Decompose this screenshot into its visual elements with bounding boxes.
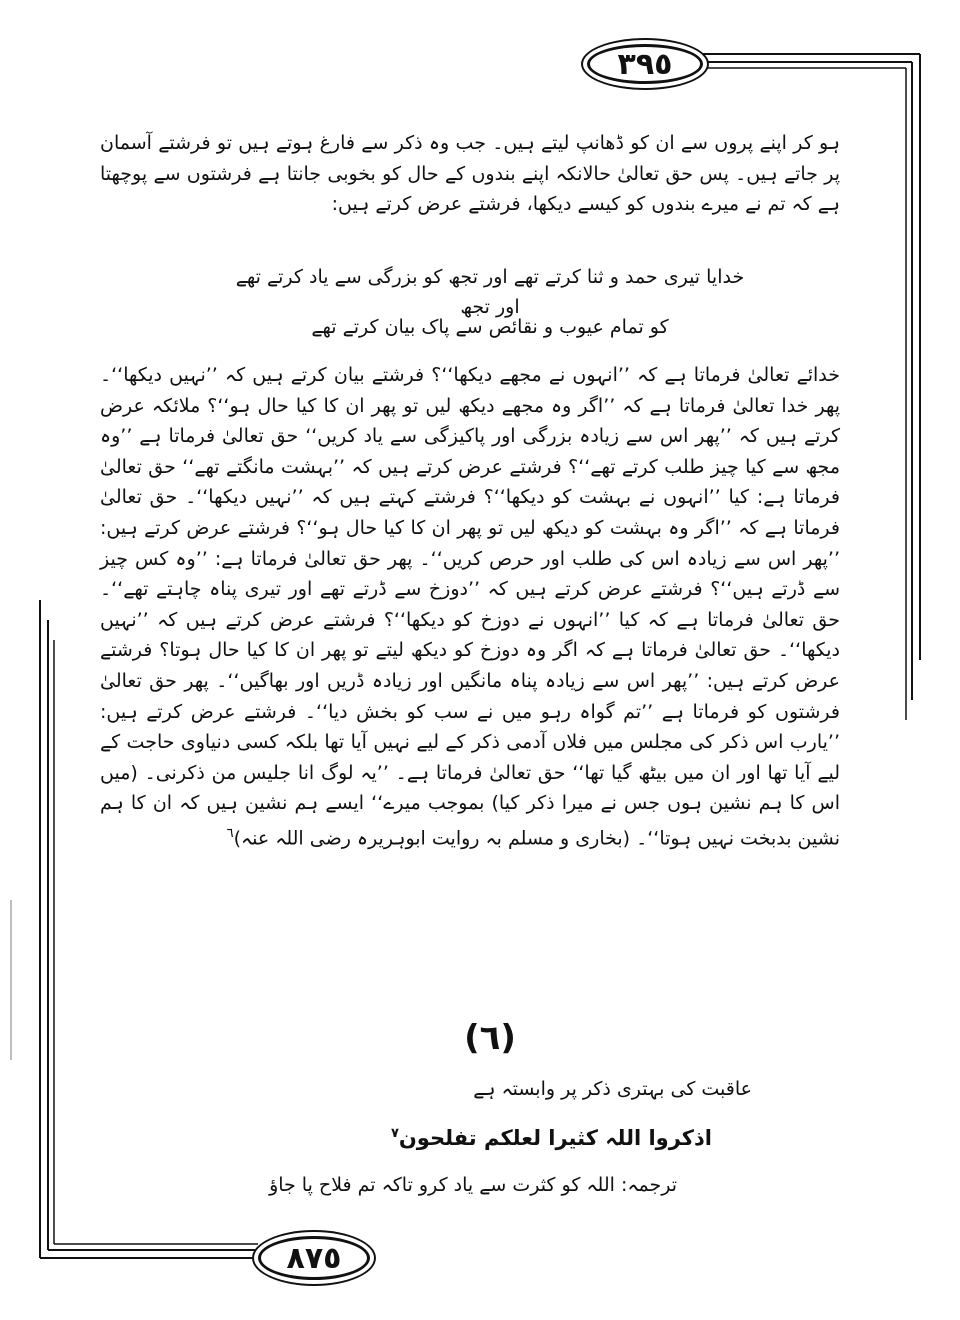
paragraph-2 [100, 360, 840, 854]
section-number: (٦) [464, 1018, 516, 1058]
paragraph-1: ہو کر اپنے پروں سے ان کو ڈھانپ لیتے ہیں۔ جب وہ ذکر سے فارغ ہوتے ہیں تو فرشتے آسمان پر جاتے ہیں۔ پس حق تعالیٰ حالانکہ اپنے بندوں کے حال کو بخوبی جانتا ہے فرشتوں سے پوچھتا ہے کہ تم نے میرے بندوں کو کیسے دیکھا، فرشتے عرض کرتے ہیں: [100, 132, 840, 215]
scan-edge-mark [10, 900, 12, 1060]
verse-translation: ترجمہ: اللہ کو کثرت سے یاد کرو تاکہ تم فلاح پا جاؤ [269, 1174, 677, 1196]
verse-line-1: خدایا تیری حمد و ثنا کرتے تھے اور تجھ کو بزرگی سے یاد کرتے تھے اور تجھ [235, 266, 745, 318]
footnote-ref-7: ٧ [390, 1126, 399, 1141]
header-page-number: ٣٩٥ [587, 44, 703, 84]
arabic-verse [340, 1126, 712, 1150]
footnote-ref-6: ٦ [226, 825, 234, 841]
section-subtitle: عاقبت کی بہتری ذکر پر وابستہ ہے [473, 1078, 752, 1100]
verse-line-2: کو تمام عیوب و نقائص سے پاک بیان کرتے تھے [311, 316, 669, 338]
arabic-verse-text: اذکروا اللہ کثیرا لعلکم تفلحون [398, 1126, 712, 1150]
footer-page-number: ٨٧٥ [258, 1236, 370, 1280]
paragraph-2-text: خدائے تعالیٰ فرماتا ہے کہ ’’انہوں نے مجھے دیکھا‘‘؟ فرشتے بیان کرتے ہیں کہ ’’نہیں دیکھا‘‘۔ پھر خدا تعالیٰ فرماتا ہے کہ ’’اگر وہ مجھے دیکھ لیں تو پھر ان کا کیا حال ہو‘‘؟ ملائکہ عرض کرتے ہیں کہ ’’پھر اس سے زیادہ بزرگی اور پاکیزگی سے یاد کریں‘‘ حق تعالیٰ فرماتا ہے ’’وہ مجھ سے کیا چیز طلب کرتے تھے‘‘؟ فرشتے عرض کرتے ہیں کہ ’’بہشت مانگتے تھے‘‘ حق تعالیٰ فرماتا ہے: کیا ’’انہوں نے بہشت کو دیکھا‘‘؟ فرشتے کہتے ہیں کہ ’’نہیں دیکھا‘‘۔ حق تعالیٰ فرماتا ہے کہ ’’اگر وہ بہشت کو دیکھ لیں تو پھر ان کا کیا حال ہو‘‘؟ فرشتے عرض کرتے ہیں: ’’پھر اس سے زیادہ اس کی طلب اور حرص کریں‘‘۔ پھر حق تعالیٰ فرماتا ہے: ’’وہ کس چیز سے ڈرتے ہیں‘‘؟ فرشتے عرض کرتے ہیں کہ ’’دوزخ سے ڈرتے تھے اور تیری پناہ چاہتے تھے‘‘۔ حق تعالیٰ فرماتا ہے کہ کیا ’’انہوں نے دوزخ کو دیکھا‘‘؟ فرشتے عرض کرتے ہیں کہ ’’نہیں دیکھا‘‘۔ حق تعالیٰ فرماتا ہے کہ اگر وہ دوزخ کو دیکھ لیتے تو پھر ان کا کیا حال ہوتا؟ فرشتے عرض کرتے ہیں: ’’پھر اس سے زیادہ پناہ مانگیں اور زیادہ ڈریں اور بھاگیں‘‘۔ پھر حق تعالیٰ فرشتوں کو فرماتا ہے ’’تم گواہ رہو میں نے سب کو بخش دیا‘‘۔ فرشتے عرض کرتے ہیں: ’’یارب اس ذکر کی مجلس میں فلاں آدمی ذکر کے لیے نہیں آیا تھا بلکہ کسی دنیاوی حاجت کے لیے آیا تھا اور ان میں بیٹھ گیا تھا‘‘ حق تعالیٰ فرماتا ہے۔ ’’یہ لوگ انا جلیس من ذکرنی۔ (میں اس کا ہم نشین ہوں جس نے میرا ذکر کیا) بموجب میرے‘‘ ایسے ہم نشین ہیں کہ ان کا ہم نشین بدبخت نہیں ہوتا‘‘۔ (بخاری و مسلم بہ روایت ابوہریرہ رضی اللہ عنہ) [100, 364, 840, 850]
